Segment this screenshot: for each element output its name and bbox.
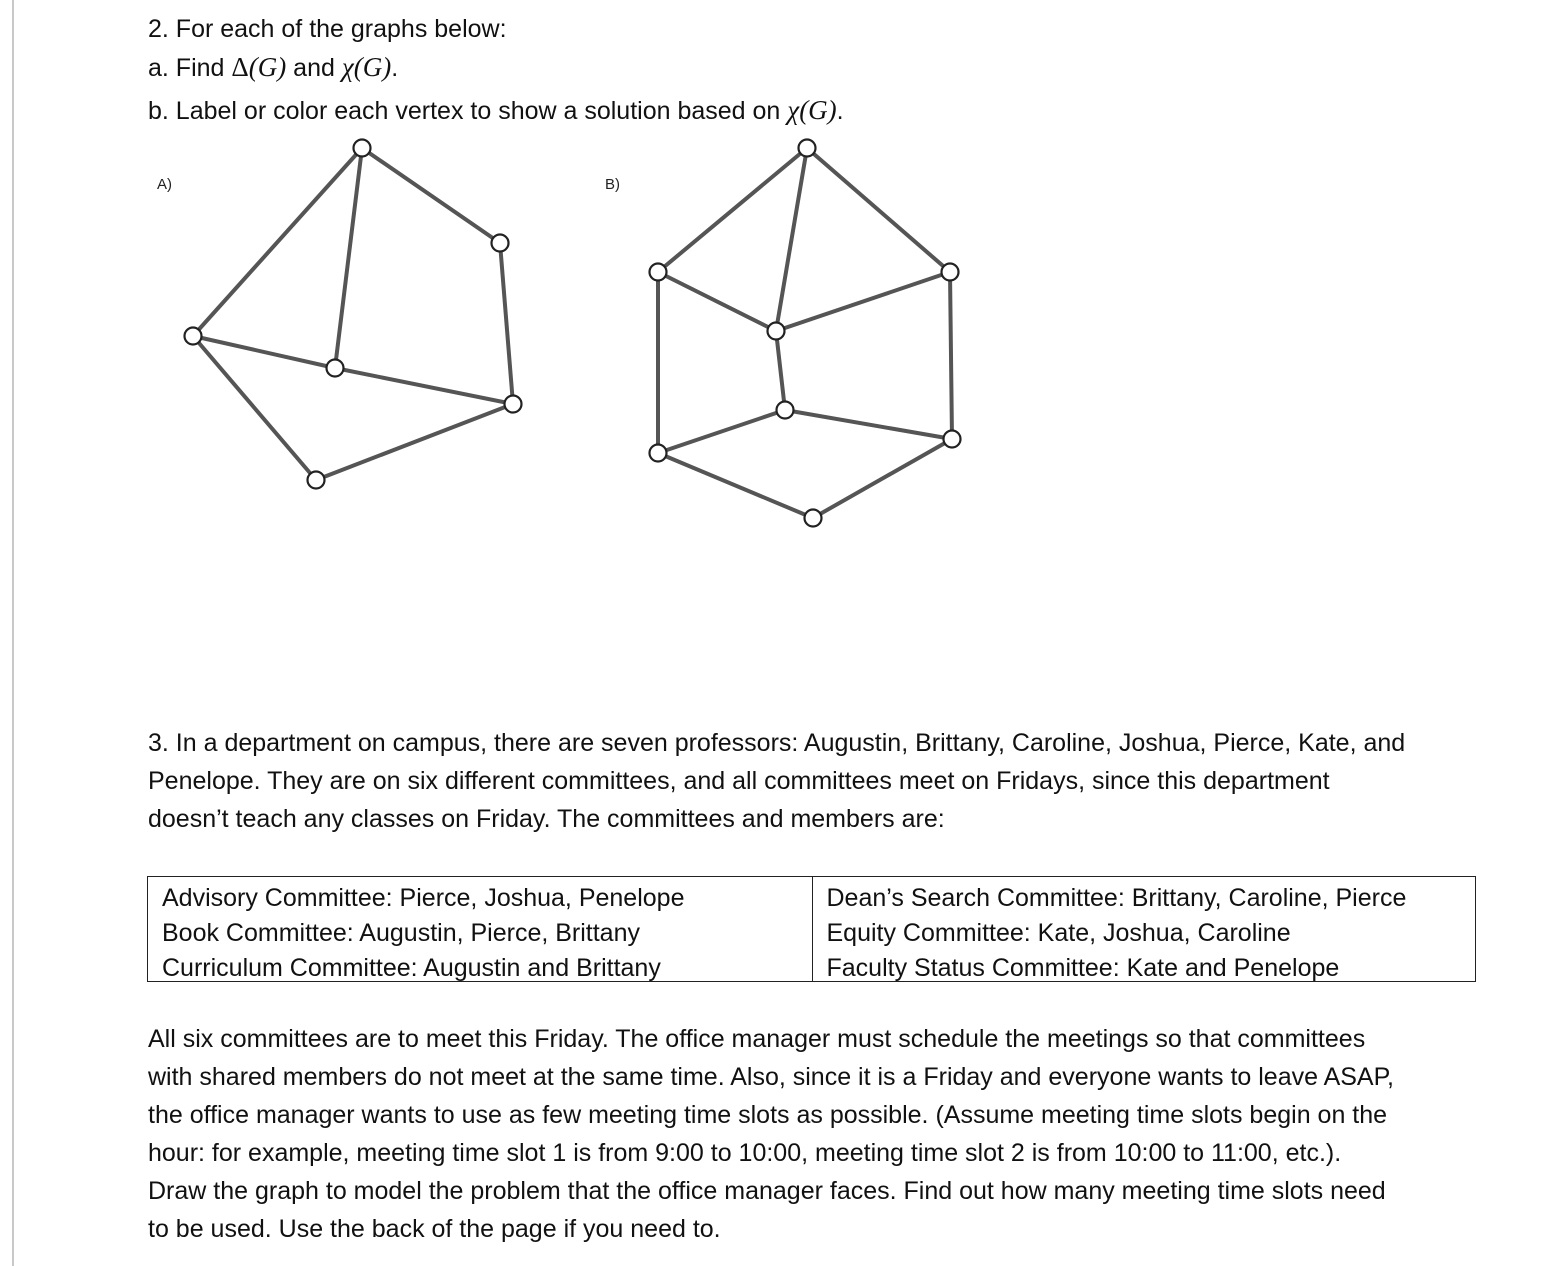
committee-entry: Curriculum Committee: Augustin and Brittany — [162, 954, 661, 982]
chromatic-number-expression-b: χ(G) — [787, 95, 837, 125]
graph-b-edge — [776, 272, 950, 331]
graph-b-vertex — [768, 323, 785, 340]
graph-b-label: B) — [605, 176, 620, 193]
instruction-line: to be used. Use the back of the page if you need to. — [148, 1215, 721, 1243]
intro-line: 3. In a department on campus, there are seven professors: Augustin, Brittany, Caroline, Joshua, Pierce, Kate, and — [148, 729, 1406, 757]
graphs-figure — [0, 0, 1558, 560]
intro-line: Penelope. They are on six different committees, and all committees meet on Fridays, since this department — [148, 767, 1330, 795]
graph-b-edge — [776, 148, 807, 331]
graph-b-edge — [807, 148, 950, 272]
graph-b — [650, 140, 961, 527]
chromatic-number-expression: χ(G) — [341, 52, 392, 82]
instruction-line: Draw the graph to model the problem that the office manager faces. Find out how many meeting time slots need — [148, 1177, 1386, 1205]
problem-3-instructions — [148, 1020, 1478, 1248]
graph-b-vertex — [944, 431, 961, 448]
graph-a-edge — [193, 148, 362, 336]
graph-b-vertex — [777, 402, 794, 419]
committee-entry: Dean’s Search Committee: Brittany, Caroline, Pierce — [826, 884, 1407, 912]
graph-b-edge — [776, 331, 785, 410]
graph-b-edge — [658, 148, 807, 272]
committee-column-left — [148, 877, 812, 981]
graph-a-edge — [316, 404, 513, 480]
graph-a-vertex — [308, 472, 325, 489]
graph-a-vertex — [505, 396, 522, 413]
problem-2-part-b: b. Label or color each vertex to show a solution based on χ(G). — [148, 95, 844, 125]
graph-a-label: A) — [157, 176, 172, 193]
max-degree-expression: Δ(G) — [231, 52, 287, 82]
committee-entry: Equity Committee: Kate, Joshua, Caroline — [826, 919, 1291, 947]
graph-a-vertex — [327, 360, 344, 377]
graph-a-vertex — [185, 328, 202, 345]
instruction-line: hour: for example, meeting time slot 1 is from 9:00 to 10:00, meeting time slot 2 is from 10:00 to 11:00, etc.). — [148, 1139, 1342, 1167]
committee-entry: Faculty Status Committee: Kate and Penelope — [826, 954, 1340, 982]
graph-b-edge — [658, 410, 785, 453]
graph-a-vertex — [354, 140, 371, 157]
problem-2-heading: 2. For each of the graphs below: — [148, 15, 507, 43]
graph-a-edge — [500, 243, 513, 404]
problem-2-part-a: a. Find Δ(G) and χ(G). — [148, 52, 399, 82]
graph-b-vertex — [799, 140, 816, 157]
graph-a-edge — [335, 368, 513, 404]
graph-a-edge — [335, 148, 362, 368]
instruction-line: All six committees are to meet this Friday. The office manager must schedule the meetings so that committees — [148, 1025, 1366, 1053]
graph-b-edge — [658, 272, 776, 331]
graph-b-edge — [658, 453, 813, 518]
committee-table — [147, 876, 1476, 982]
graph-a — [185, 140, 522, 489]
committee-entry: Advisory Committee: Pierce, Joshua, Penelope — [162, 884, 685, 912]
instruction-line: the office manager wants to use as few meeting time slots as possible. (Assume meeting time slots begin on the — [148, 1101, 1388, 1129]
graph-a-vertex — [492, 235, 509, 252]
graph-b-vertex — [650, 445, 667, 462]
intro-line: doesn’t teach any classes on Friday. The committees and members are: — [148, 805, 945, 833]
graph-b-vertex — [942, 264, 959, 281]
instruction-line: with shared members do not meet at the same time. Also, since it is a Friday and everyone wants to leave ASAP, — [148, 1063, 1394, 1091]
problem-3-intro — [148, 724, 1478, 838]
graph-b-vertex — [650, 264, 667, 281]
committee-column-right — [812, 877, 1476, 981]
graph-b-edge — [785, 410, 952, 439]
graph-b-vertex — [805, 510, 822, 527]
graph-a-edge — [362, 148, 500, 243]
graph-b-edge — [813, 439, 952, 518]
committee-entry: Book Committee: Augustin, Pierce, Brittany — [162, 919, 640, 947]
graph-b-edge — [950, 272, 952, 439]
